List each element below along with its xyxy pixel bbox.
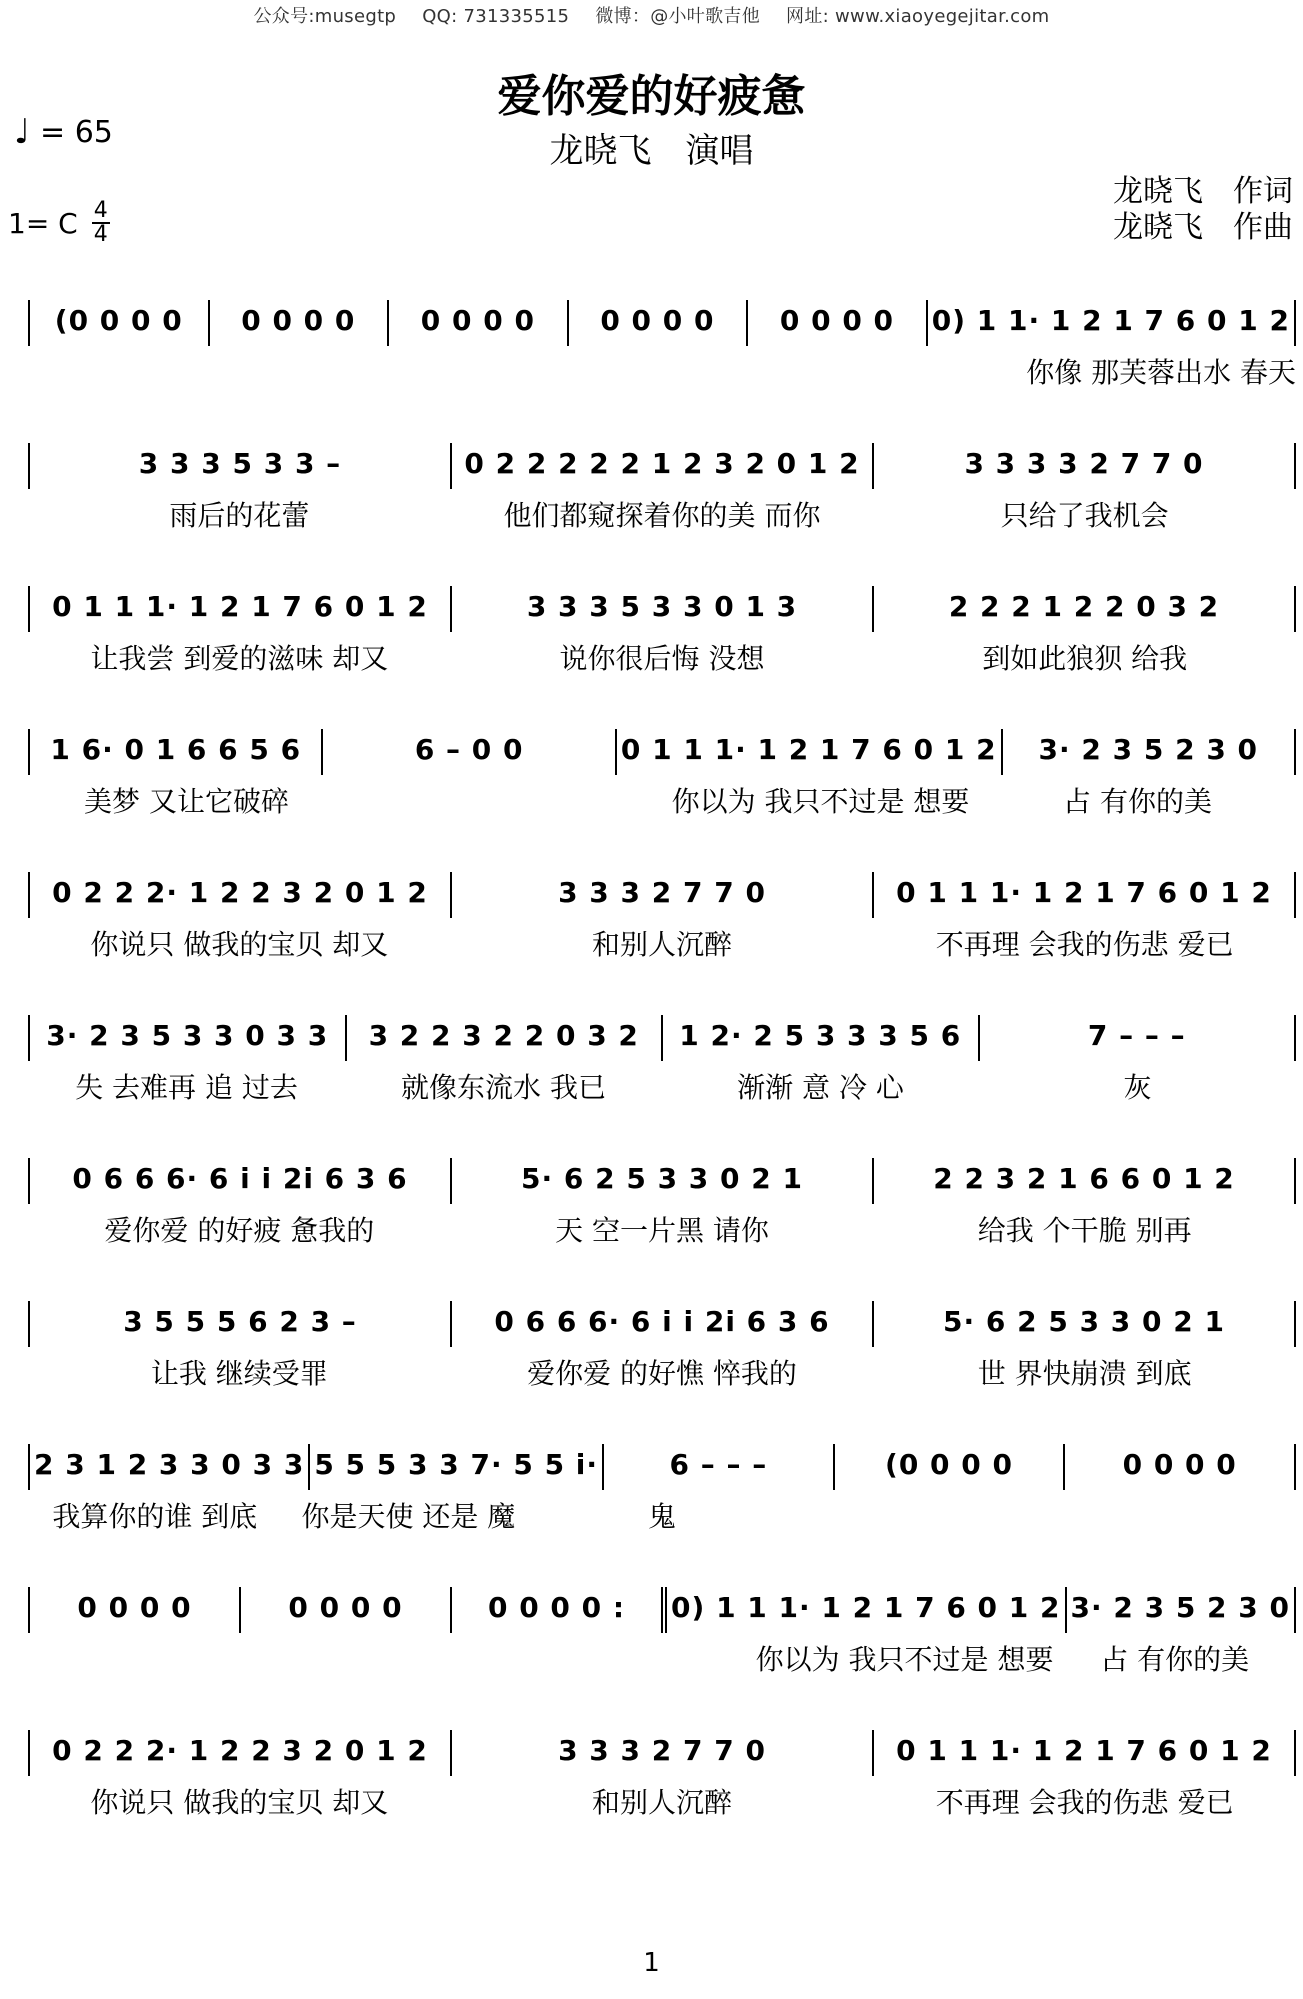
measure-notes: 0 0 0 0: [779, 304, 895, 337]
time-signature-bottom: 4: [93, 222, 108, 247]
measure-notes: 0 1 1 1· 1 2 1 7 6 0 1 2: [620, 733, 997, 766]
measure-notes: 0 0 0 0: [420, 304, 535, 337]
lyric-row: [28, 928, 1296, 962]
notes-row: [28, 1158, 1296, 1210]
notes-row: [28, 729, 1296, 781]
measure: [1067, 1587, 1297, 1633]
measure: [28, 1015, 347, 1061]
measure: [980, 1015, 1297, 1061]
lyric-row: [28, 1357, 1296, 1391]
score-system: [28, 1015, 1296, 1127]
measure-notes: 0) 1 1· 1 2 1 7 6 0 1 2: [931, 304, 1290, 337]
lyric-text: [513, 1643, 756, 1677]
measure: [28, 729, 323, 775]
measure-notes: 5· 6 2 5 3 3 0 2 1: [943, 1305, 1225, 1338]
measure: [210, 300, 390, 346]
measure: [874, 1158, 1296, 1204]
measure-notes: 0 1 1 1· 1 2 1 7 6 0 1 2: [896, 876, 1272, 909]
lyric-text: [345, 785, 662, 819]
measure: [452, 443, 874, 489]
score-system: [28, 443, 1296, 555]
lyric-text: 你以为 我只不过是 想要: [755, 1643, 1054, 1676]
lyric-text: 你说只 做我的宝贝 却又: [90, 928, 389, 961]
notes-row: [28, 872, 1296, 924]
measure-notes: 0 2 2 2· 1 2 2 3 2 0 1 2: [52, 1734, 428, 1767]
lyric-text: 给我 个干脆 别再: [977, 1214, 1192, 1247]
measure: [28, 1444, 310, 1490]
measure: [310, 1444, 604, 1490]
notes-row: [28, 1587, 1296, 1639]
measure-notes: 0 6 6 6· 6 i i 2i 6 3 6: [494, 1305, 830, 1338]
measure: [928, 300, 1296, 346]
measure-notes: 1 2· 2 5 3 3 3 5 6: [679, 1019, 962, 1052]
score-system: [28, 1444, 1296, 1556]
credits: [1113, 174, 1293, 246]
lyric-row: [28, 642, 1296, 676]
measure: [748, 300, 928, 346]
measure-notes: 1 6· 0 1 6 6 5 6: [50, 733, 302, 766]
measure: [835, 1444, 1066, 1490]
measure-notes: 3 3 3 5 3 3 –: [138, 447, 342, 480]
score-system: [28, 872, 1296, 984]
measure-notes: 0 2 2 2· 1 2 2 3 2 0 1 2: [52, 876, 428, 909]
tempo-marking: [14, 112, 113, 152]
lyric-row: [28, 1500, 1296, 1534]
measure-notes: 0 0 0 0: [1122, 1448, 1237, 1481]
wechat-label: 公众号:musegtp: [253, 6, 397, 27]
lyric-text: 天 空一片黑 请你: [555, 1214, 769, 1247]
measure-notes: 7 – – –: [1087, 1019, 1186, 1052]
measure: [452, 1158, 874, 1204]
measure-notes: 0 6 6 6· 6 i i 2i 6 3 6: [72, 1162, 408, 1195]
lyric-text: 世 界快崩溃 到底: [977, 1357, 1192, 1390]
lyric-text: 和别人沉醉: [592, 1786, 733, 1819]
lyric-text: [1042, 1500, 1296, 1534]
measure-notes: 2 2 3 2 1 6 6 0 1 2: [933, 1162, 1235, 1195]
score-system: [28, 729, 1296, 841]
measure-notes: 3· 2 3 5 3 3 0 3 3: [46, 1019, 329, 1052]
lyric-text: 你像 那芙蓉出水 春天: [1026, 356, 1297, 389]
notes-row: [28, 443, 1296, 495]
measure: [604, 1444, 835, 1490]
lyric-text: 占 有你的美: [1100, 1643, 1250, 1676]
tempo-value: = 65: [40, 114, 113, 150]
measure-notes: (0 0 0 0: [885, 1448, 1014, 1481]
lyric-text: [28, 1643, 271, 1677]
page-header: [0, 2, 1303, 28]
qq-label: QQ: 731335515: [422, 6, 570, 27]
measure: [452, 1730, 874, 1776]
measure-notes: 5· 6 2 5 3 3 0 2 1: [521, 1162, 803, 1195]
song-title: 爱你爱的好疲惫: [497, 71, 806, 122]
measure-notes: 3· 2 3 5 2 3 0: [1038, 733, 1259, 766]
measure-notes: 3 3 3 3 2 7 7 0: [964, 447, 1204, 480]
measure: [452, 872, 874, 918]
notes-row: [28, 1730, 1296, 1782]
lyric-text: 你说只 做我的宝贝 却又: [90, 1786, 389, 1819]
measure-notes: 3 3 3 5 3 3 0 1 3: [526, 590, 798, 623]
time-signature-top: 4: [93, 198, 108, 223]
lyric-text: [627, 356, 827, 390]
measure-notes: 6 – 0 0: [414, 733, 524, 766]
measure: [874, 872, 1296, 918]
measure: [28, 300, 210, 346]
score-system: [28, 1158, 1296, 1270]
key-label: 1= C: [8, 206, 78, 240]
weibo-label: 微博：@小叶歌吉他: [595, 6, 761, 27]
measure: [874, 586, 1296, 632]
notes-row: [28, 586, 1296, 638]
measure: [28, 443, 452, 489]
measure-notes: 0) 1 1 1· 1 2 1 7 6 0 1 2: [671, 1591, 1061, 1624]
measure-notes: 3 5 5 5 6 2 3 –: [123, 1305, 357, 1338]
lyric-row: [28, 499, 1296, 533]
quarter-note-icon: ♩: [14, 112, 31, 152]
key-signature: [8, 200, 110, 246]
lyric-text: 失 去难再 追 过去: [75, 1071, 298, 1104]
lyric-text: [427, 356, 627, 390]
lyric-text: 渐渐 意 冷 心: [737, 1071, 904, 1104]
lyric-text: 和别人沉醉: [592, 928, 733, 961]
measure: [28, 1587, 241, 1633]
measure-notes: 0 1 1 1· 1 2 1 7 6 0 1 2: [52, 590, 428, 623]
lyric-row: [28, 1214, 1296, 1248]
measure-notes: 3 2 2 3 2 2 0 3 2: [368, 1019, 639, 1052]
measure-notes: 2 3 1 2 3 3 0 3 3: [34, 1448, 305, 1481]
measure: [617, 729, 1003, 775]
lyric-text: 美梦 又让它破碎: [84, 785, 289, 818]
score-system: [28, 586, 1296, 698]
lyric-text: 雨后的花蕾: [169, 499, 310, 532]
lyric-text: 不再理 会我的伤悲 爱已: [935, 928, 1234, 961]
lyric-text: [271, 1643, 514, 1677]
score-system: [28, 1301, 1296, 1413]
lyric-text: 不再理 会我的伤悲 爱已: [935, 1786, 1234, 1819]
composer-credit: 龙晓飞 作曲: [1113, 210, 1293, 245]
score-system: [28, 1587, 1296, 1699]
measure-notes: 0 2 2 2 2 2 1 2 3 2 0 1 2: [464, 447, 860, 480]
notes-row: [28, 1444, 1296, 1496]
notes-row: [28, 1301, 1296, 1353]
lyric-row: [28, 1786, 1296, 1820]
measure-notes: 3 3 3 2 7 7 0: [558, 1734, 766, 1767]
measure: [389, 300, 569, 346]
measure-notes: 0 0 0 0: [77, 1591, 192, 1624]
measure: [874, 1730, 1296, 1776]
measure: [452, 1301, 874, 1347]
measure: [1065, 1444, 1296, 1490]
measure-notes: 2 2 2 1 2 2 0 3 2: [948, 590, 1220, 623]
lyric-text: 到如此狼狈 给我: [982, 642, 1188, 675]
measure-notes: 0 0 0 0 :: [487, 1591, 626, 1624]
page-number: 1: [643, 1948, 660, 1978]
measure-notes: 3 3 3 2 7 7 0: [558, 876, 766, 909]
measure-notes: 6 – – –: [669, 1448, 768, 1481]
measure-notes: 0 1 1 1· 1 2 1 7 6 0 1 2: [896, 1734, 1272, 1767]
lyric-text: [827, 356, 1027, 390]
score-system: [28, 300, 1296, 412]
measure: [663, 1015, 980, 1061]
measure: [28, 1730, 452, 1776]
lyric-text: 爱你爱 的好疲 惫我的: [104, 1214, 375, 1247]
measure: [323, 729, 616, 775]
lyric-text: 鬼: [647, 1500, 676, 1533]
lyric-text: 你是天使 还是 魔: [301, 1500, 516, 1533]
measure: [28, 1301, 452, 1347]
measure-notes: 0 0 0 0: [600, 304, 715, 337]
lyric-text: 灰: [1123, 1071, 1152, 1104]
measure: [874, 1301, 1296, 1347]
measure: [452, 586, 874, 632]
measure: [667, 1587, 1066, 1633]
lyric-row: [28, 1071, 1296, 1105]
lyric-row: [28, 1643, 1296, 1677]
lyric-row: [28, 356, 1296, 390]
measure: [874, 443, 1296, 489]
lyricist-credit: 龙晓飞 作词: [1113, 174, 1293, 209]
notes-row: [28, 1015, 1296, 1067]
lyric-text: [228, 356, 428, 390]
measure-notes: 0 0 0 0: [241, 304, 356, 337]
measure: [28, 586, 452, 632]
lyric-text: 我算你的谁 到底: [52, 1500, 258, 1533]
lyric-text: 让我 继续受罪: [150, 1357, 328, 1390]
lyric-text: [28, 356, 228, 390]
measure: [347, 1015, 664, 1061]
lyric-text: 只给了我机会: [1000, 499, 1169, 532]
lyric-text: 爱你爱 的好憔 悴我的: [527, 1357, 797, 1390]
lyric-text: 让我尝 到爱的滋味 却又: [90, 642, 389, 675]
measure: [569, 300, 749, 346]
lyric-text: 你以为 我只不过是 想要: [671, 785, 970, 818]
lyric-text: [789, 1500, 1043, 1534]
song-performer: 龙晓飞 演唱: [549, 131, 754, 171]
lyric-row: [28, 785, 1296, 819]
site-label: 网址: www.xiaoyegejitar.com: [786, 6, 1050, 27]
lyric-text: 占 有你的美: [1063, 785, 1212, 818]
measure: [1003, 729, 1296, 775]
lyric-text: 就像东流水 我已: [401, 1071, 606, 1104]
measure-notes: 3· 2 3 5 2 3 0: [1070, 1591, 1291, 1624]
time-signature: [92, 200, 110, 246]
measure: [28, 1158, 452, 1204]
measure: [28, 872, 452, 918]
measure: [241, 1587, 452, 1633]
measure-notes: 0 0 0 0: [288, 1591, 403, 1624]
notes-row: [28, 300, 1296, 352]
score-system: [28, 1730, 1296, 1842]
measure-notes: (0 0 0 0: [54, 304, 183, 337]
measure: [452, 1587, 667, 1633]
measure-notes: 5 5 5 3 3 7· 5 5 i·: [314, 1448, 599, 1481]
lyric-text: 他们都窥探着你的美 而你: [503, 499, 821, 532]
lyric-text: 说你很后悔 没想: [559, 642, 765, 675]
